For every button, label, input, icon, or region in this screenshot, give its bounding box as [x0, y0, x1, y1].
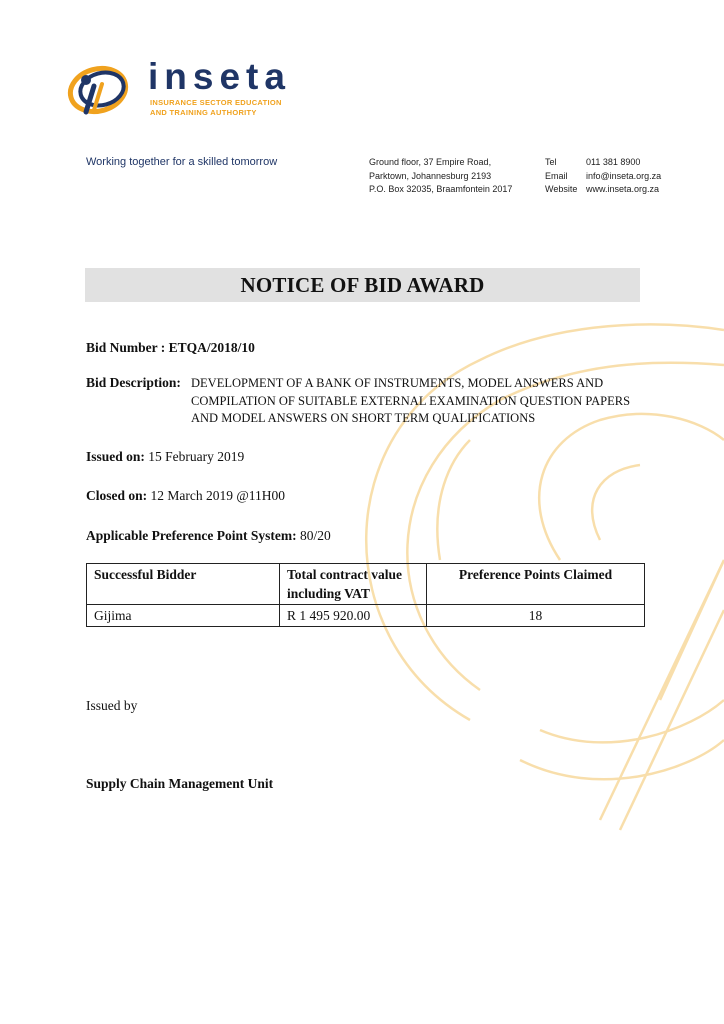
brand-subtitle [150, 98, 282, 117]
contact-label: Tel [545, 157, 557, 167]
closed-on [86, 487, 285, 504]
award-table [86, 563, 645, 627]
bid-number-label: Bid Number : [86, 340, 166, 355]
brand-subtitle-line-1: INSURANCE SECTOR EDUCATION [150, 98, 282, 107]
bid-description-text: DEVELOPMENT OF A BANK OF INSTRUMENTS, MODEL ANSWERS AND COMPILATION OF SUITABLE EXTERNAL EXAMINATION QUESTION PAPERS AND MODEL ANSWERS ON SHORT TERM QUALIFICATIONS [191, 376, 631, 425]
bid-number [86, 339, 255, 356]
column-header: Preference Points Claimed [427, 564, 645, 605]
contact-label: Website [545, 184, 578, 194]
table-header-row [87, 564, 645, 605]
address-line: P.O. Box 32035, Braamfontein 2017 [369, 184, 513, 194]
issued-on-label: Issued on: [86, 449, 145, 464]
preference-label: Applicable Preference Point System: [86, 528, 297, 543]
table-row [87, 605, 645, 627]
issuing-unit: Supply Chain Management Unit [86, 776, 274, 791]
inseta-logo-mark [64, 62, 130, 118]
table-cell-value: R 1 495 920.00 [280, 605, 427, 627]
address-line: Ground floor, 37 Empire Road, [369, 157, 492, 167]
brand-name: inseta [148, 56, 291, 97]
column-header: Successful Bidder [87, 564, 280, 605]
contact-row-email [545, 170, 661, 184]
logo-swirl-icon [64, 62, 130, 118]
tagline: Working together for a skilled tomorrow [86, 156, 278, 168]
contact-label: Email [545, 170, 568, 181]
contact-value[interactable]: info@inseta.org.za [586, 170, 662, 181]
closed-on-value: 12 March 2019 @11H00 [150, 488, 286, 503]
contact-details [545, 156, 661, 197]
contact-row-tel [545, 156, 661, 170]
bid-description-label: Bid Description: [86, 375, 181, 390]
table-cell-bidder: Gijima [87, 605, 280, 627]
notice-title-band [85, 268, 640, 302]
brand-subtitle-line-2: AND TRAINING AUTHORITY [150, 107, 257, 117]
preference-value: 80/20 [299, 528, 331, 543]
contact-row-website [545, 183, 661, 197]
issued-on [86, 448, 244, 465]
address-line: Parktown, Johannesburg 2193 [369, 170, 492, 181]
table-cell-points: 18 [427, 605, 645, 627]
preference-point-system [86, 527, 331, 544]
closed-on-label: Closed on: [86, 488, 148, 503]
issued-by: Issued by [86, 698, 138, 713]
postal-address [369, 156, 512, 197]
contact-value[interactable]: www.inseta.org.za [586, 184, 660, 194]
contact-value: 011 381 8900 [586, 157, 641, 167]
bid-number-value: ETQA/2018/10 [168, 340, 255, 355]
column-header: Total contract value including VAT [280, 564, 427, 605]
issued-on-value: 15 February 2019 [148, 449, 245, 464]
notice-title: NOTICE OF BID AWARD [240, 272, 485, 297]
